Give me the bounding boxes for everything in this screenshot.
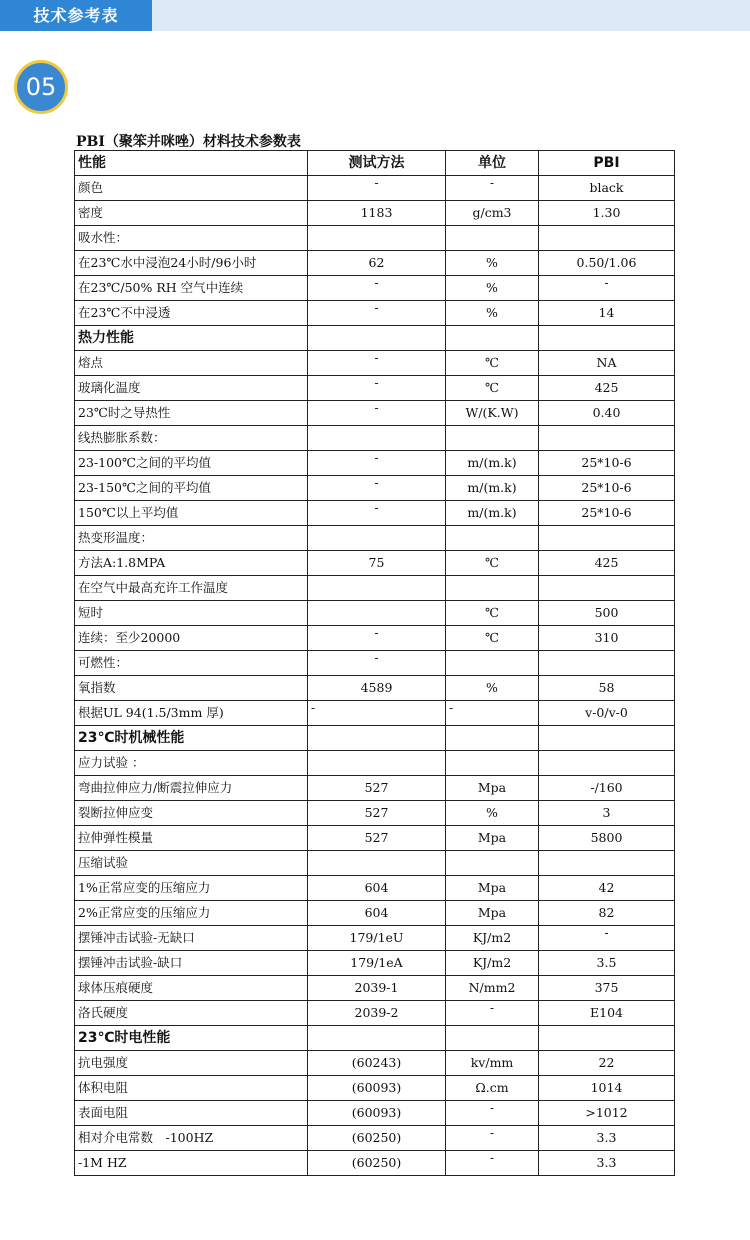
value-cell: 500 bbox=[539, 601, 675, 626]
value-cell bbox=[539, 751, 675, 776]
unit-cell: ℃ bbox=[446, 626, 539, 651]
property-cell: 在23℃/50% RH 空气中连续 bbox=[75, 276, 308, 301]
property-cell: 洛氏硬度 bbox=[75, 1001, 308, 1026]
property-cell: 150℃以上平均值 bbox=[75, 501, 308, 526]
unit-cell: N/mm2 bbox=[446, 976, 539, 1001]
spec-table bbox=[74, 150, 675, 1176]
test-method-cell: 179/1eA bbox=[308, 951, 446, 976]
property-cell: 摆锤冲击试验-无缺口 bbox=[75, 926, 308, 951]
test-method-cell bbox=[308, 226, 446, 251]
table-row bbox=[75, 451, 675, 476]
column-header: 性能 bbox=[75, 151, 308, 176]
unit-cell: % bbox=[446, 676, 539, 701]
unit-cell: % bbox=[446, 276, 539, 301]
value-cell: 14 bbox=[539, 301, 675, 326]
property-cell: 23℃时之导热性 bbox=[75, 401, 308, 426]
unit-cell: KJ/m2 bbox=[446, 926, 539, 951]
property-cell: 压缩试验 bbox=[75, 851, 308, 876]
value-cell: 3 bbox=[539, 801, 675, 826]
table-row bbox=[75, 651, 675, 676]
property-cell: 球体压痕硬度 bbox=[75, 976, 308, 1001]
test-method-cell: (60250) bbox=[308, 1126, 446, 1151]
table-row bbox=[75, 751, 675, 776]
table-row bbox=[75, 876, 675, 901]
unit-cell: m/(m.k) bbox=[446, 501, 539, 526]
test-method-cell bbox=[308, 526, 446, 551]
empty-cell bbox=[308, 1026, 446, 1051]
empty-cell bbox=[446, 726, 539, 751]
unit-cell: m/(m.k) bbox=[446, 476, 539, 501]
value-cell bbox=[539, 526, 675, 551]
value-cell: v-0/v-0 bbox=[539, 701, 675, 726]
unit-cell bbox=[446, 651, 539, 676]
property-cell: 热变形温度： bbox=[75, 526, 308, 551]
header-title: 技术参考表 bbox=[33, 6, 119, 25]
unit-cell bbox=[446, 526, 539, 551]
table-row bbox=[75, 376, 675, 401]
property-cell: 吸水性： bbox=[75, 226, 308, 251]
table-row bbox=[75, 626, 675, 651]
value-cell: 375 bbox=[539, 976, 675, 1001]
value-cell: - bbox=[539, 926, 675, 951]
section-number-badge: 05 bbox=[14, 60, 68, 114]
table-row bbox=[75, 776, 675, 801]
section-title: 23℃时电性能 bbox=[75, 1026, 308, 1051]
property-cell: 可燃性： bbox=[75, 651, 308, 676]
property-cell: 23-150℃之间的平均值 bbox=[75, 476, 308, 501]
property-cell: 表面电阻 bbox=[75, 1101, 308, 1126]
table-row bbox=[75, 501, 675, 526]
value-cell: 425 bbox=[539, 551, 675, 576]
value-cell: NA bbox=[539, 351, 675, 376]
property-cell: 连续：至少20000 bbox=[75, 626, 308, 651]
property-cell: 相对介电常数 -100HZ bbox=[75, 1126, 308, 1151]
table-row bbox=[75, 676, 675, 701]
section-header-row bbox=[75, 326, 675, 351]
test-method-cell: 604 bbox=[308, 901, 446, 926]
table-row bbox=[75, 1151, 675, 1176]
unit-cell bbox=[446, 751, 539, 776]
table-row bbox=[75, 951, 675, 976]
section-header-row bbox=[75, 726, 675, 751]
property-cell: 氧指数 bbox=[75, 676, 308, 701]
property-cell: 摆锤冲击试验-缺口 bbox=[75, 951, 308, 976]
value-cell: 5800 bbox=[539, 826, 675, 851]
table-row bbox=[75, 251, 675, 276]
table-row bbox=[75, 401, 675, 426]
table-row bbox=[75, 426, 675, 451]
test-method-cell: 1183 bbox=[308, 201, 446, 226]
empty-cell bbox=[539, 326, 675, 351]
test-method-cell bbox=[308, 751, 446, 776]
table-row bbox=[75, 976, 675, 1001]
table-row bbox=[75, 701, 675, 726]
empty-cell bbox=[539, 1026, 675, 1051]
test-method-cell: 62 bbox=[308, 251, 446, 276]
property-cell: 裂断拉伸应变 bbox=[75, 801, 308, 826]
table-row bbox=[75, 226, 675, 251]
table-row bbox=[75, 801, 675, 826]
table-row bbox=[75, 901, 675, 926]
test-method-cell: - bbox=[308, 476, 446, 501]
test-method-cell: 604 bbox=[308, 876, 446, 901]
column-header: PBI bbox=[539, 151, 675, 176]
table-row bbox=[75, 176, 675, 201]
value-cell: 1.30 bbox=[539, 201, 675, 226]
value-cell: 0.40 bbox=[539, 401, 675, 426]
property-cell: 体积电阻 bbox=[75, 1076, 308, 1101]
property-cell: 应力试验 ： bbox=[75, 751, 308, 776]
empty-cell bbox=[308, 726, 446, 751]
property-cell: 在23℃水中浸泡24小时/96小时 bbox=[75, 251, 308, 276]
test-method-cell: - bbox=[308, 176, 446, 201]
test-method-cell: 75 bbox=[308, 551, 446, 576]
test-method-cell: (60243) bbox=[308, 1051, 446, 1076]
test-method-cell: - bbox=[308, 276, 446, 301]
value-cell: 82 bbox=[539, 901, 675, 926]
value-cell: 58 bbox=[539, 676, 675, 701]
value-cell bbox=[539, 426, 675, 451]
unit-cell bbox=[446, 426, 539, 451]
property-cell: 2%正常应变的压缩应力 bbox=[75, 901, 308, 926]
value-cell: 25*10-6 bbox=[539, 476, 675, 501]
table-row bbox=[75, 301, 675, 326]
test-method-cell: 179/1eU bbox=[308, 926, 446, 951]
section-header-row bbox=[75, 1026, 675, 1051]
unit-cell: - bbox=[446, 1101, 539, 1126]
unit-cell: g/cm3 bbox=[446, 201, 539, 226]
test-method-cell: - bbox=[308, 376, 446, 401]
table-row bbox=[75, 476, 675, 501]
unit-cell: m/(m.k) bbox=[446, 451, 539, 476]
test-method-cell: 527 bbox=[308, 776, 446, 801]
test-method-cell bbox=[308, 576, 446, 601]
property-cell: 短时 bbox=[75, 601, 308, 626]
unit-cell: W/(K.W) bbox=[446, 401, 539, 426]
value-cell: 1014 bbox=[539, 1076, 675, 1101]
value-cell: 3.3 bbox=[539, 1126, 675, 1151]
empty-cell bbox=[539, 726, 675, 751]
property-cell: 根据UL 94(1.5/3mm 厚) bbox=[75, 701, 308, 726]
value-cell: 25*10-6 bbox=[539, 451, 675, 476]
test-method-cell: 527 bbox=[308, 801, 446, 826]
property-cell: 玻璃化温度 bbox=[75, 376, 308, 401]
test-method-cell: 527 bbox=[308, 826, 446, 851]
value-cell: 3.5 bbox=[539, 951, 675, 976]
property-cell: 抗电强度 bbox=[75, 1051, 308, 1076]
property-cell: 线热膨胀系数： bbox=[75, 426, 308, 451]
value-cell: 42 bbox=[539, 876, 675, 901]
test-method-cell: - bbox=[308, 351, 446, 376]
test-method-cell: - bbox=[308, 701, 446, 726]
unit-cell bbox=[446, 851, 539, 876]
test-method-cell: 4589 bbox=[308, 676, 446, 701]
unit-cell: - bbox=[446, 176, 539, 201]
test-method-cell: - bbox=[308, 626, 446, 651]
table-row bbox=[75, 851, 675, 876]
test-method-cell: - bbox=[308, 451, 446, 476]
unit-cell: kv/mm bbox=[446, 1051, 539, 1076]
table-row bbox=[75, 576, 675, 601]
property-cell: 颜色 bbox=[75, 176, 308, 201]
property-cell: 熔点 bbox=[75, 351, 308, 376]
property-cell: 1%正常应变的压缩应力 bbox=[75, 876, 308, 901]
unit-cell: % bbox=[446, 301, 539, 326]
value-cell: 310 bbox=[539, 626, 675, 651]
unit-cell: Mpa bbox=[446, 876, 539, 901]
column-header: 测试方法 bbox=[308, 151, 446, 176]
value-cell: -/160 bbox=[539, 776, 675, 801]
value-cell bbox=[539, 226, 675, 251]
test-method-cell: 2039-1 bbox=[308, 976, 446, 1001]
value-cell: 3.3 bbox=[539, 1151, 675, 1176]
test-method-cell: - bbox=[308, 401, 446, 426]
value-cell: 22 bbox=[539, 1051, 675, 1076]
test-method-cell: (60093) bbox=[308, 1101, 446, 1126]
property-cell: 在空气中最高充许工作温度 bbox=[75, 576, 308, 601]
property-cell: 23-100℃之间的平均值 bbox=[75, 451, 308, 476]
test-method-cell: - bbox=[308, 651, 446, 676]
property-cell: 弯曲拉伸应力/断震拉伸应力 bbox=[75, 776, 308, 801]
unit-cell: Mpa bbox=[446, 776, 539, 801]
unit-cell: - bbox=[446, 1126, 539, 1151]
property-cell: 方法A:1.8MPA bbox=[75, 551, 308, 576]
column-header: 单位 bbox=[446, 151, 539, 176]
unit-cell: % bbox=[446, 251, 539, 276]
table-row bbox=[75, 1101, 675, 1126]
value-cell: 0.50/1.06 bbox=[539, 251, 675, 276]
table-header-row bbox=[75, 151, 675, 176]
value-cell: 25*10-6 bbox=[539, 501, 675, 526]
value-cell: black bbox=[539, 176, 675, 201]
value-cell: E104 bbox=[539, 1001, 675, 1026]
test-method-cell bbox=[308, 851, 446, 876]
value-cell bbox=[539, 851, 675, 876]
value-cell bbox=[539, 576, 675, 601]
test-method-cell: - bbox=[308, 301, 446, 326]
unit-cell: ℃ bbox=[446, 351, 539, 376]
unit-cell: ℃ bbox=[446, 376, 539, 401]
table-row bbox=[75, 1001, 675, 1026]
property-cell: -1M HZ bbox=[75, 1151, 308, 1176]
test-method-cell: (60250) bbox=[308, 1151, 446, 1176]
unit-cell: ℃ bbox=[446, 551, 539, 576]
value-cell: >1012 bbox=[539, 1101, 675, 1126]
test-method-cell: 2039-2 bbox=[308, 1001, 446, 1026]
table-row bbox=[75, 601, 675, 626]
property-cell: 密度 bbox=[75, 201, 308, 226]
unit-cell bbox=[446, 226, 539, 251]
section-title: 23℃时机械性能 bbox=[75, 726, 308, 751]
property-cell: 拉伸弹性模量 bbox=[75, 826, 308, 851]
table-row bbox=[75, 1126, 675, 1151]
table-row bbox=[75, 276, 675, 301]
unit-cell: % bbox=[446, 801, 539, 826]
table-row bbox=[75, 1076, 675, 1101]
table-row bbox=[75, 926, 675, 951]
test-method-cell bbox=[308, 426, 446, 451]
empty-cell bbox=[446, 1026, 539, 1051]
table-row bbox=[75, 826, 675, 851]
unit-cell: - bbox=[446, 1001, 539, 1026]
test-method-cell: (60093) bbox=[308, 1076, 446, 1101]
table-row bbox=[75, 1051, 675, 1076]
table-row bbox=[75, 201, 675, 226]
test-method-cell: - bbox=[308, 501, 446, 526]
unit-cell: - bbox=[446, 1151, 539, 1176]
unit-cell: Ω.cm bbox=[446, 1076, 539, 1101]
table-row bbox=[75, 526, 675, 551]
unit-cell bbox=[446, 576, 539, 601]
property-cell: 在23℃不中浸透 bbox=[75, 301, 308, 326]
section-title: 热力性能 bbox=[75, 326, 308, 351]
unit-cell: KJ/m2 bbox=[446, 951, 539, 976]
table-row bbox=[75, 551, 675, 576]
table-title: PBI（聚笨并咪唑）材料技术参数表 bbox=[76, 134, 301, 150]
empty-cell bbox=[308, 326, 446, 351]
unit-cell: - bbox=[446, 701, 539, 726]
value-cell: - bbox=[539, 276, 675, 301]
unit-cell: Mpa bbox=[446, 901, 539, 926]
unit-cell: Mpa bbox=[446, 826, 539, 851]
value-cell bbox=[539, 651, 675, 676]
unit-cell: ℃ bbox=[446, 601, 539, 626]
table-row bbox=[75, 351, 675, 376]
empty-cell bbox=[446, 326, 539, 351]
value-cell: 425 bbox=[539, 376, 675, 401]
test-method-cell bbox=[308, 601, 446, 626]
